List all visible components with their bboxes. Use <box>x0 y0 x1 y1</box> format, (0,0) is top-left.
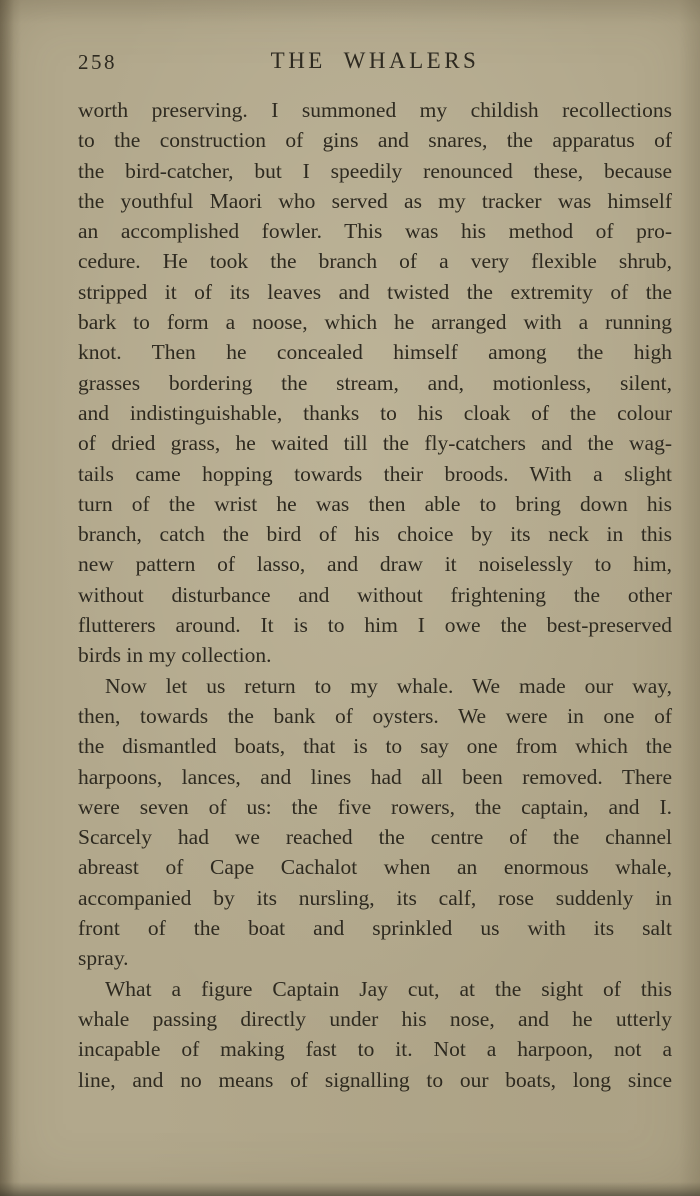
text-line: the youthful Maori who served as my tracker was himself <box>78 188 672 213</box>
text-line: the bird-catcher, but I speedily renounced these, because <box>78 158 672 183</box>
text-line: front of the boat and sprinkled us with its salt <box>78 916 672 941</box>
text-line: knot. Then he concealed himself among the high <box>78 340 672 365</box>
text-line: cedure. He took the branch of a very flexible shrub, <box>78 249 672 274</box>
page-number: 258 <box>78 50 117 74</box>
page-header <box>78 48 672 76</box>
text-line: new pattern of lasso, and draw it noiselessly to him, <box>78 552 672 577</box>
gutter-shadow <box>0 0 14 1196</box>
text-line: were seven of us: the five rowers, the captain, and I. <box>78 794 672 819</box>
text-line: without disturbance and without frightening the other <box>78 582 672 607</box>
text-line: tails came hopping towards their broods. With a slight <box>78 461 672 486</box>
text-line: What a figure Captain Jay cut, at the sight of this <box>105 976 672 1001</box>
paragraph <box>78 671 672 974</box>
text-line: of dried grass, he waited till the fly-catchers and the wag- <box>78 431 672 456</box>
text-line: flutterers around. It is to him I owe the best-preserved <box>78 613 672 638</box>
text-line: abreast of Cape Cachalot when an enormous whale, <box>78 855 672 880</box>
text-line: Now let us return to my whale. We made our way, <box>105 673 672 698</box>
text-line: birds in my collection. <box>78 643 272 668</box>
text-line: then, towards the bank of oysters. We were in one of <box>78 703 672 728</box>
text-block <box>78 95 672 1095</box>
paragraph <box>78 95 672 671</box>
text-line: whale passing directly under his nose, and he utterly <box>78 1006 672 1031</box>
text-line: branch, catch the bird of his choice by its neck in this <box>78 522 672 547</box>
text-line: accompanied by its nursling, its calf, rose suddenly in <box>78 885 672 910</box>
text-line: grasses bordering the stream, and, motionless, silent, <box>78 370 672 395</box>
text-line: stripped it of its leaves and twisted the extremity of the <box>78 279 672 304</box>
text-line: to the construction of gins and snares, the apparatus of <box>78 128 672 153</box>
text-line: worth preserving. I summoned my childish recollections <box>78 98 672 122</box>
text-line: Scarcely had we reached the centre of the channel <box>78 825 672 850</box>
page-edge-shadow <box>0 1182 700 1196</box>
paragraph <box>78 974 672 1095</box>
text-line: spray. <box>78 946 129 971</box>
text-line: the dismantled boats, that is to say one from which the <box>78 734 672 759</box>
text-line: harpoons, lances, and lines had all been removed. There <box>78 764 672 789</box>
text-line: bark to form a noose, which he arranged with a running <box>78 310 672 335</box>
text-line: incapable of making fast to it. Not a harpoon, not a <box>78 1037 672 1062</box>
text-line: an accomplished fowler. This was his method of pro- <box>78 219 672 244</box>
text-line: and indistinguishable, thanks to his cloak of the colour <box>78 400 672 425</box>
text-line: line, and no means of signalling to our boats, long since <box>78 1067 672 1092</box>
text-line: turn of the wrist he was then able to bring down his <box>78 491 672 516</box>
running-title: THE WHALERS <box>270 48 480 73</box>
